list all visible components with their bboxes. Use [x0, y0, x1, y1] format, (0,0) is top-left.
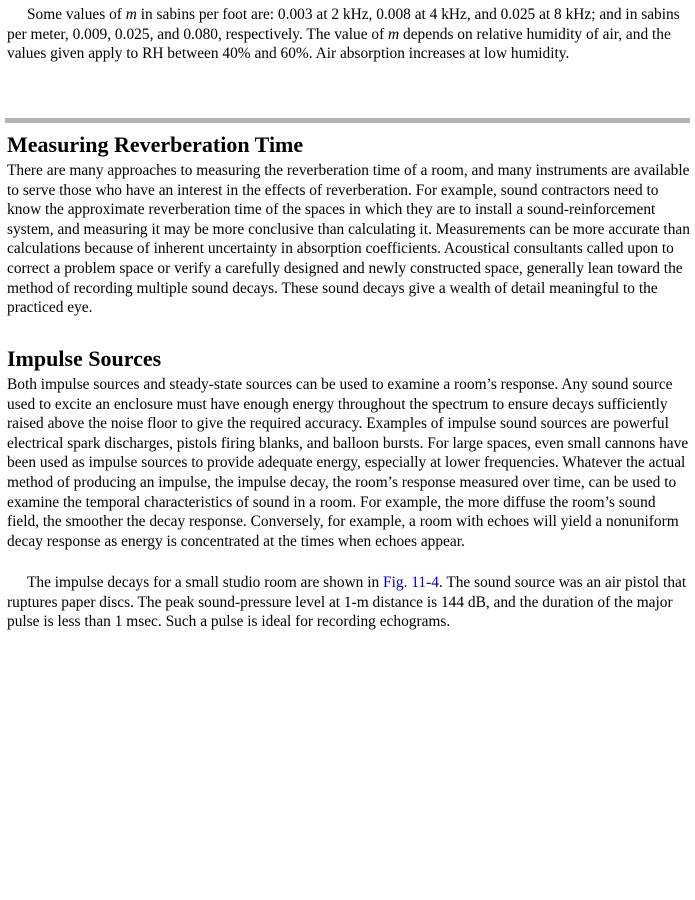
impulse-paragraph-1: Both impulse sources and steady-state sources can be used to examine a room’s response. Any sound source used to excite an enclosure must have enough energy throughout the spectrum to ensure decays sufficiently raised above the noise floor to give the required accuracy. Examples of impulse sound sources are powerful electrical spark discharges, pistols firing blanks, and balloon bursts. For large spaces, even small cannons have been used as impulse sources to provide adequate energy, especially at lower frequencies. Whatever the actual method of producing an impulse, the impulse decay, the room’s response measured over time, can be used to examine the temporal characteristics of sound in a room. For example, the more diffuse the room’s sound field, the smoother the decay response. Conversely, for example, a room with echoes will yield a nonuniform decay response as energy is concentrated at the times when echoes appear. [7, 376, 689, 550]
intro-paragraph: Some values of m in sabins per foot are: 0.003 at 2 kHz, 0.008 at 4 kHz, and 0.025 at 8 kHz; and in sabins per meter, 0.009, 0.025, and 0.080, respectively. The value of m depends on relative humidity of air, and the values given apply to RH between 40% and 60%. Air absorption increases at low humidity. [7, 6, 680, 63]
impulse-paragraph-2: The impulse decays for a small studio room are shown in Fig. 11-4. The sound source was an air pistol that ruptures paper discs. The peak sound-pressure level at 1-m distance is 144 dB, and the duration of the major pulse is less than 1 msec. Such a pulse is ideal for recording echograms. [7, 574, 687, 631]
heading-impulse-sources: Impulse Sources [7, 346, 162, 371]
section-divider [5, 118, 690, 123]
heading-measuring-reverberation: Measuring Reverberation Time [7, 132, 304, 157]
measuring-paragraph: There are many approaches to measuring the reverberation time of a room, and many instruments are available to serve those who have an interest in the effects of reverberation. For example, sound contractors need to know the approximate reverberation time of the spaces in which they are to install a sound-reinforcement system, and measuring it may be more conclusive than calculating it. Measurements can be more accurate than calculations because of inherent uncertainty in absorption coefficients. Acoustical consultants called upon to correct a problem space or verify a carefully designed and newly constructed space, generally lean toward the method of recording multiple sound decays. These sound decays give a wealth of detail meaningful to the practiced eye. [7, 162, 690, 317]
figure-link[interactable]: Fig. 11-4 [383, 574, 439, 591]
